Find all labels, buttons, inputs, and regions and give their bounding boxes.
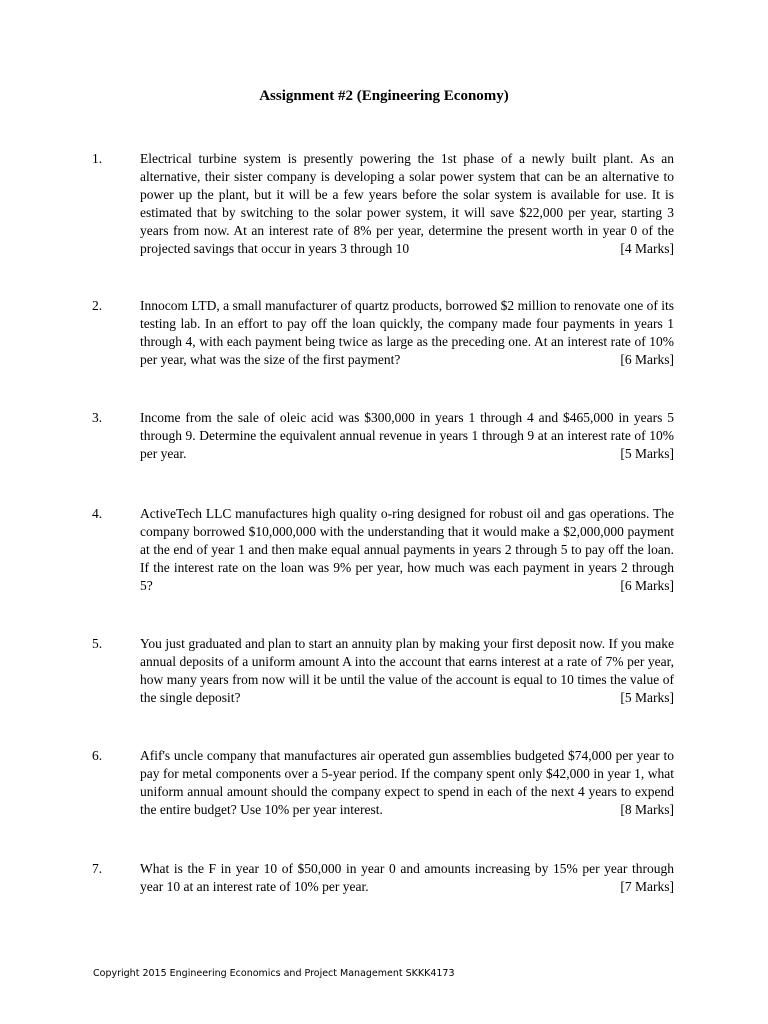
question-marks: [7 Marks] [620,879,674,894]
question-number: 1. [92,151,103,166]
question-3 [92,409,674,463]
question-number: 3. [92,410,103,425]
question-marks: [5 Marks] [620,446,674,461]
question-marks: [6 Marks] [620,352,674,367]
question-1 [92,150,674,258]
question-number: 7. [92,861,103,876]
question-marks: [4 Marks] [620,241,674,256]
question-7 [92,860,674,896]
question-marks: [6 Marks] [620,578,674,593]
page-title: Assignment #2 (Engineering Economy) [259,88,509,104]
question-4 [92,505,674,595]
question-text: Income from the sale of oleic acid was $300,000 in years 1 through 4 and $465,000 in years 5 through 9. Determine the equivalent annual revenue in years 1 through 9 at an interest rate of 10% per year. [140,410,674,461]
question-number: 6. [92,748,103,763]
question-6 [92,747,674,819]
question-marks: [5 Marks] [620,690,674,705]
question-text: ActiveTech LLC manufactures high quality o-ring designed for robust oil and gas operations. The company borrowed $10,000,000 with the understanding that it would make a $2,000,000 payment at the end of year 1 and then make equal annual payments in years 2 through 5 to pay off the loan. If the interest rate on the loan was 9% per year, how much was each payment in years 2 through 5? [140,506,674,593]
question-text: Electrical turbine system is presently powering the 1st phase of a newly built plant. As an alternative, their sister company is developing a solar power system that can be an alternative to power up the plant, but it will be a few years before the solar system is available for use. It is estimated that by switching to the solar power system, it will save $22,000 per year, starting 3 years from now. At an interest rate of 8% per year, determine the present worth in year 0 of the projected savings that occur in years 3 through 10 [140,151,674,256]
page-footer: Copyright 2015 Engineering Economics and Project Management SKKK4173 [93,968,455,979]
question-number: 5. [92,636,103,651]
question-text: What is the F in year 10 of $50,000 in year 0 and amounts increasing by 15% per year through year 10 at an interest rate of 10% per year. [140,861,674,894]
question-text: Afif's uncle company that manufactures air operated gun assemblies budgeted $74,000 per year to pay for metal components over a 5-year period. If the company spent only $42,000 in year 1, what uniform annual amount should the company expect to spend in each of the next 4 years to expend the entire budget? Use 10% per year interest. [140,748,674,817]
question-marks: [8 Marks] [620,802,674,817]
question-text: You just graduated and plan to start an annuity plan by making your first deposit now. If you make annual deposits of a uniform amount A into the account that earns interest at a rate of 7% per year, how many years from now will it be until the value of the account is equal to 10 times the value of the single deposit? [140,636,674,705]
question-5 [92,635,674,707]
question-number: 4. [92,506,103,521]
question-number: 2. [92,298,103,313]
question-text: Innocom LTD, a small manufacturer of quartz products, borrowed $2 million to renovate one of its testing lab. In an effort to pay off the loan quickly, the company made four payments in years 1 through 4, with each payment being twice as large as the preceding one. At an interest rate of 10% per year, what was the size of the first payment? [140,298,674,367]
question-2 [92,297,674,369]
